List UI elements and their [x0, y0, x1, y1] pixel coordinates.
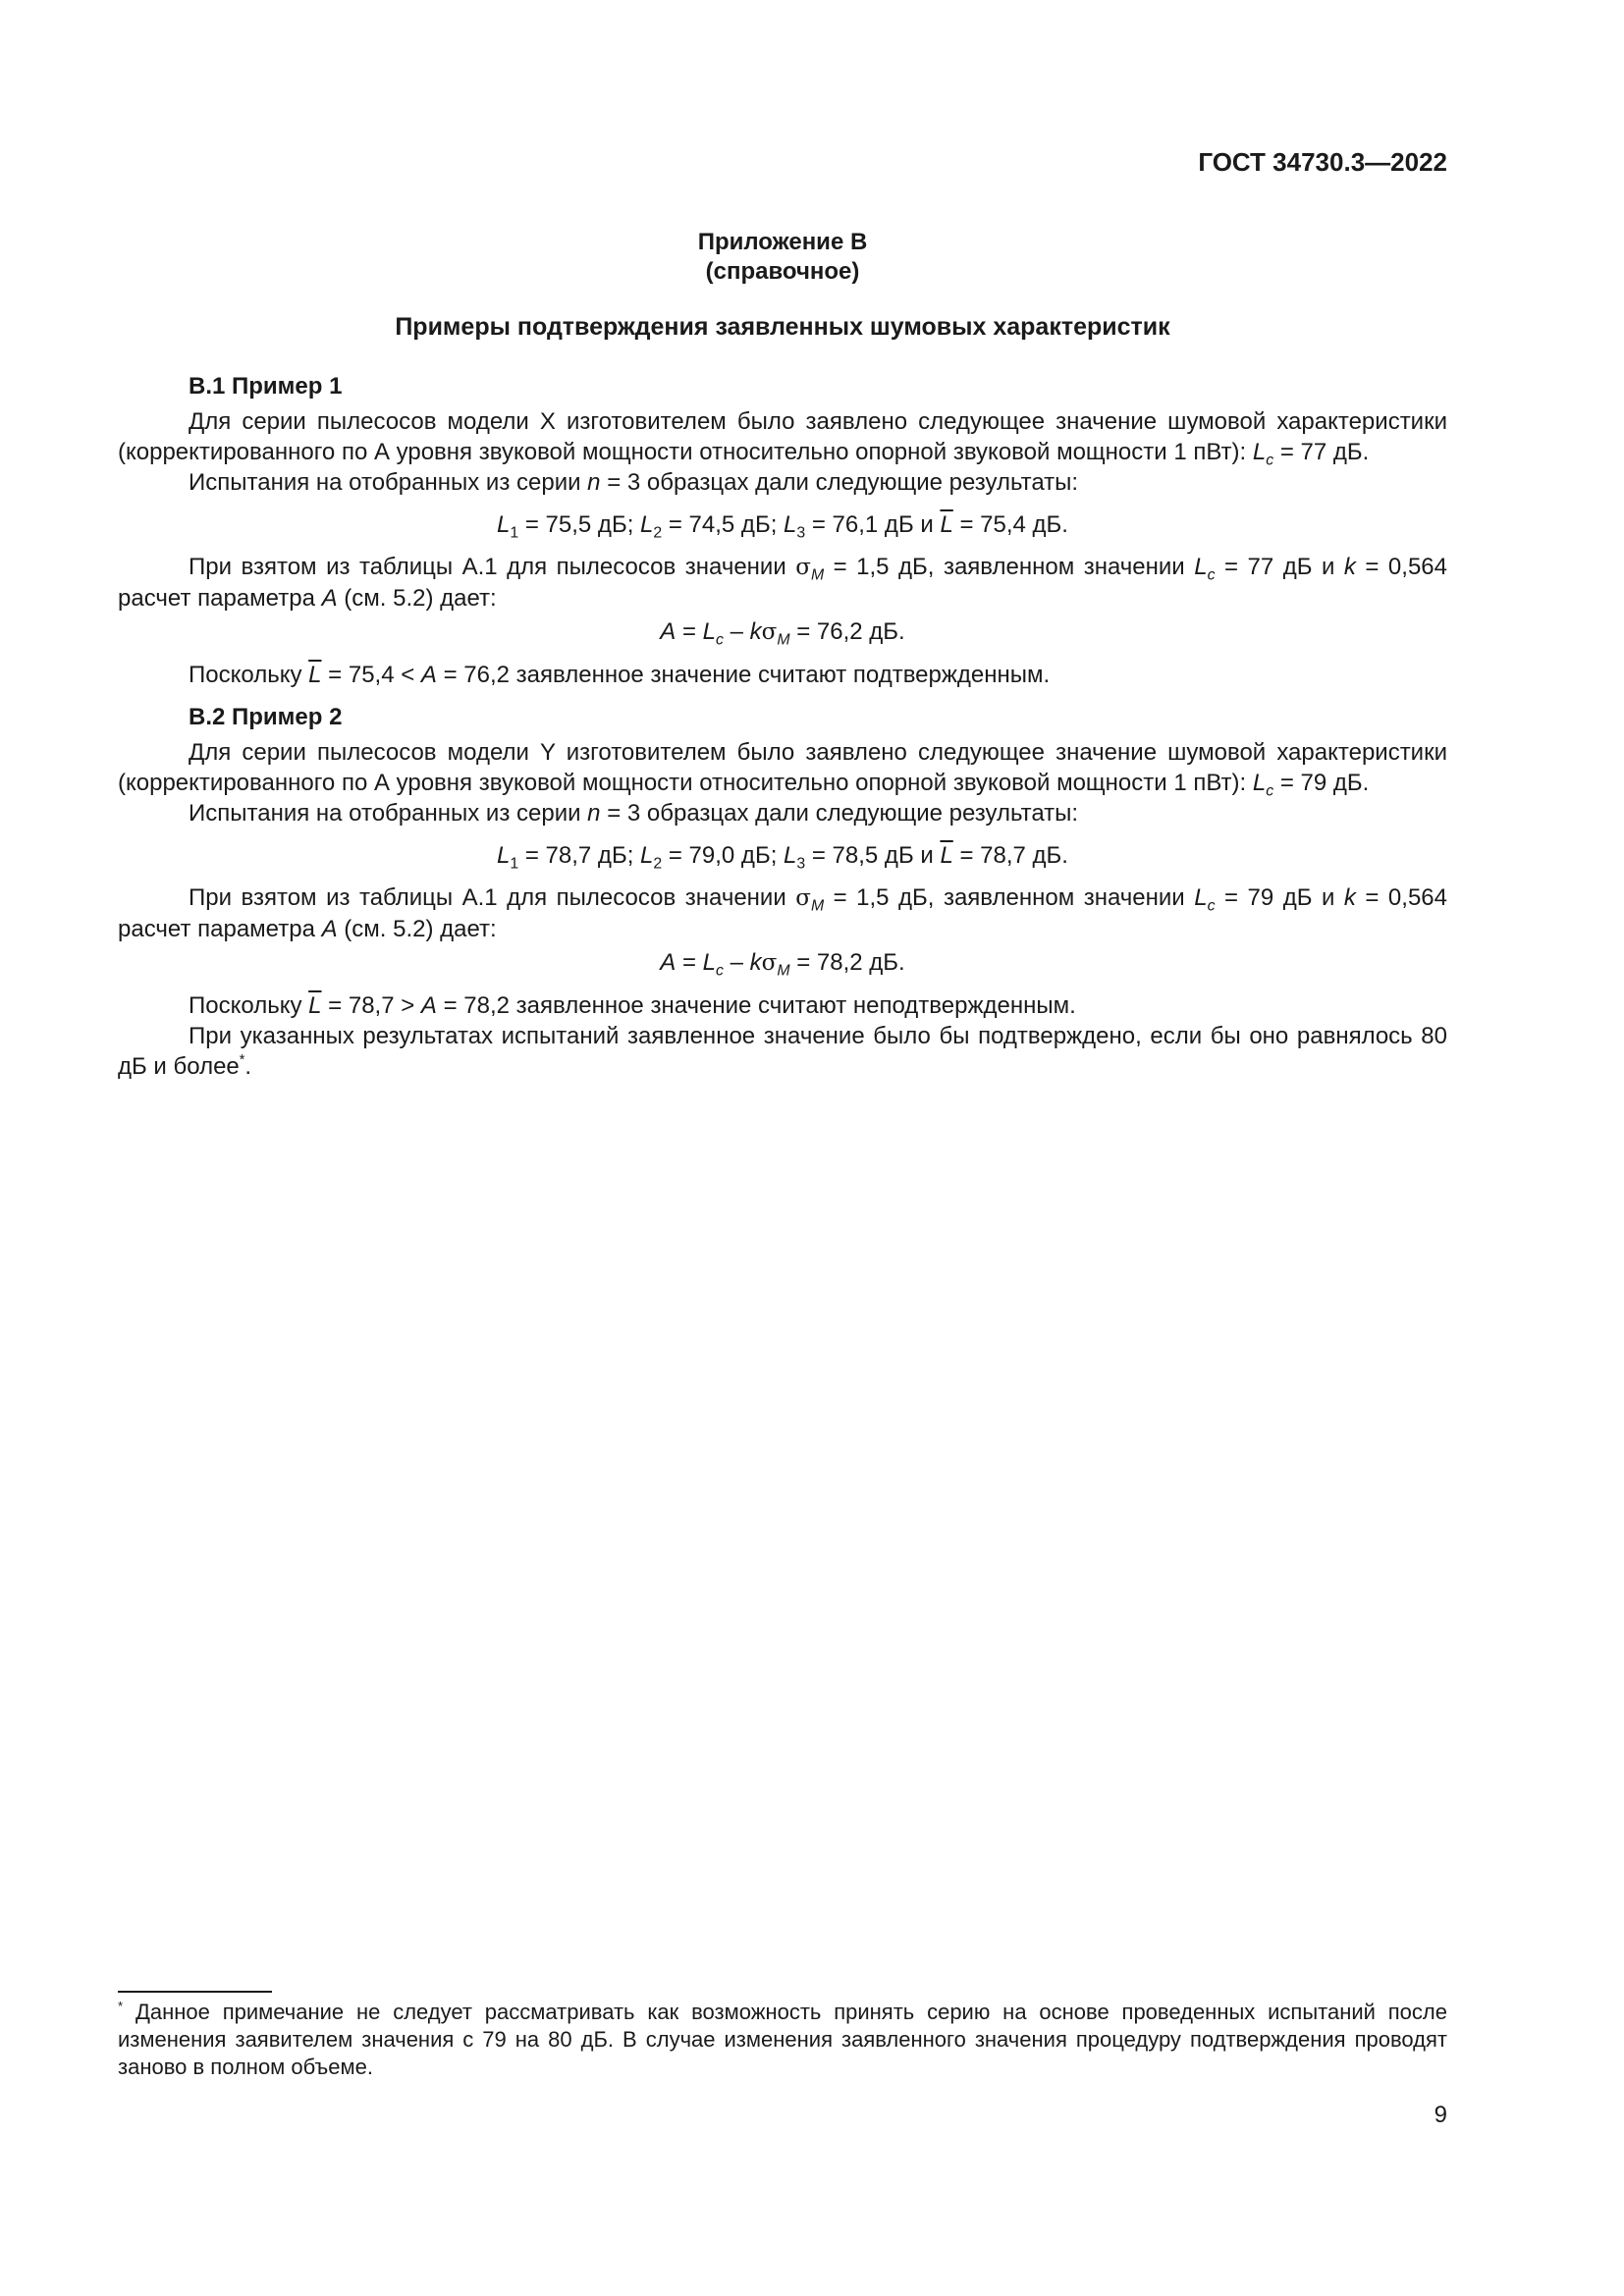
- appendix-heading: Примеры подтверждения заявленных шумовых характеристик: [395, 313, 1170, 341]
- example1-results-formula: $L_1 = 75,5$ дБ; $L_2 = 74,5$ дБ; $L_3 = 76,1$ дБ и $\overline{L} = 75,4$ дБ.: [497, 511, 1068, 542]
- example1-conclusion: Поскольку $\overline{L} = 75,4 < A = 76,2$ заявленное значение считают подтвержденным.: [189, 662, 1051, 688]
- example1-heading: В.1 Пример 1: [189, 373, 343, 400]
- example2-conclusion: Поскольку $\overline{L} = 78,7 > A = 78,2$ заявленное значение считают неподтвержденным.: [189, 992, 1076, 1019]
- example1-declaration: Для серии пылесосов модели X изготовителем было заявлено следующее значение шумовой характеристики (корректированного по А уровня звуковой мощности относительно опорной звуковой мощности 1 пВт): $L_c = 77$ дБ.: [118, 408, 1447, 469]
- example2-note: При указанных результатах испытаний заявленное значение было бы подтверждено, если бы оно равнялось 80 дБ и более*.: [118, 1023, 1447, 1080]
- example2-results-formula: $L_1 = 78,7$ дБ; $L_2 = 79,0$ дБ; $L_3 = 78,5$ дБ и $\overline{L} = 78,7$ дБ.: [497, 842, 1068, 873]
- footnote-divider: [118, 1991, 272, 1993]
- example1-tests: Испытания на отобранных из серии n = 3 образцах дали следующие результаты:: [189, 469, 1079, 496]
- example1-calculation: При взятом из таблицы А.1 для пылесосов значении $\sigma_M = 1,5$ дБ, заявленном значении $L_c = 77$ дБ и k = 0,564 расчет параметра A (см. 5.2) дает:: [118, 554, 1447, 612]
- document-code: ГОСТ 34730.3—2022: [1198, 147, 1447, 177]
- appendix-title: Приложение В: [697, 229, 868, 255]
- footnote-text: Данное примечание не следует рассматривать как возможность принять серию на основе проведенных испытаний после изменения заявителем значения с 79 на 80 дБ. В случае изменения заявленного значения процедуру подтверждения проводят заново в полном объеме.: [118, 2000, 1447, 2079]
- example2-heading: В.2 Пример 2: [189, 704, 343, 730]
- page-number: 9: [1434, 2102, 1447, 2128]
- example2-parameter-formula: $A = L_c - k\sigma_M = 78,2$ дБ.: [660, 949, 905, 980]
- footnote-reference: *: [239, 1051, 245, 1068]
- footnote-mark: *: [118, 1998, 124, 2013]
- example2-declaration: Для серии пылесосов модели Y изготовителем было заявлено следующее значение шумовой характеристики (корректированного по А уровня звуковой мощности относительно опорной звуковой мощности 1 пВт): $L_c = 79$ дБ.: [118, 739, 1447, 800]
- example2-tests: Испытания на отобранных из серии n = 3 образцах дали следующие результаты:: [189, 800, 1079, 827]
- page-content: [118, 228, 1447, 1082]
- appendix-subtitle: (справочное): [705, 258, 860, 285]
- example1-parameter-formula: $A = L_c - k\sigma_M = 76,2$ дБ.: [660, 618, 905, 649]
- footnote: [118, 1999, 1447, 2081]
- example2-calculation: При взятом из таблицы А.1 для пылесосов значении $\sigma_M = 1,5$ дБ, заявленном значении $L_c = 79$ дБ и k = 0,564 расчет параметра A (см. 5.2) дает:: [118, 884, 1447, 942]
